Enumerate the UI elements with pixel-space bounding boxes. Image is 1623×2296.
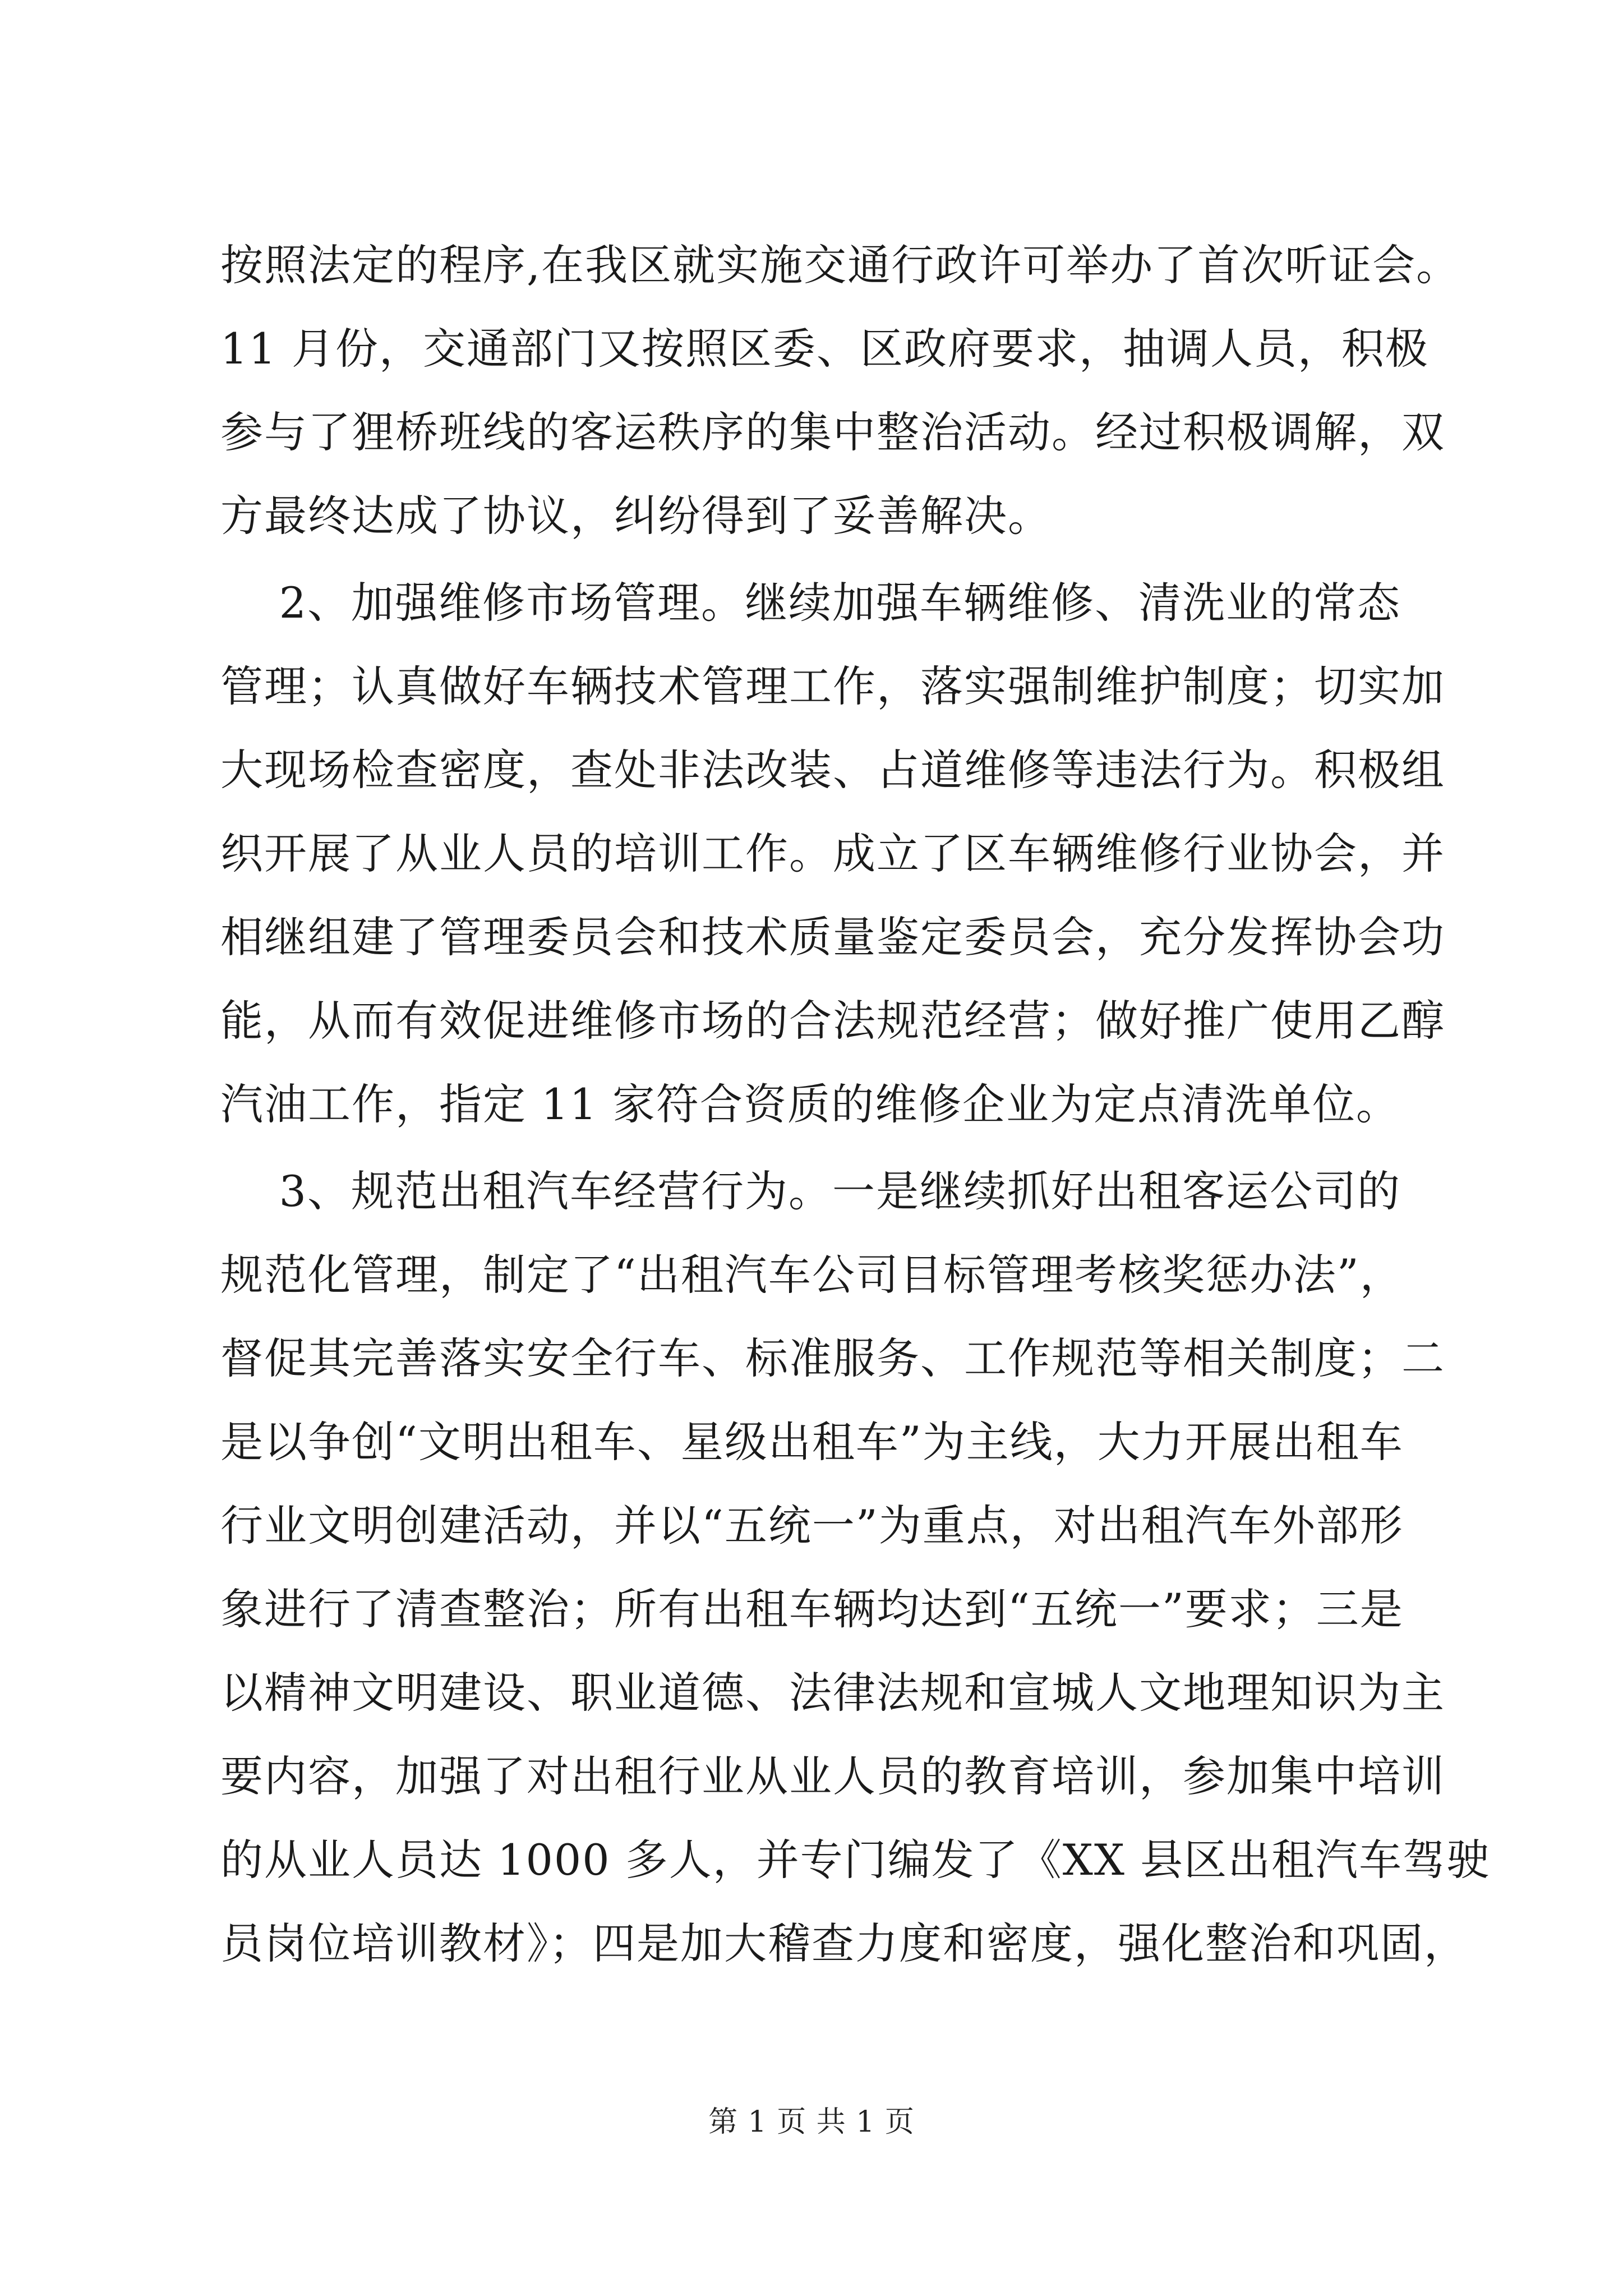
text-line: 方最终达成了协议，纠纷得到了妥善解决。 (220, 491, 1052, 541)
page-footer: 第 1 页 共 1 页 (708, 2105, 915, 2139)
document-body (220, 223, 1491, 1985)
text-line: 汽油工作，指定 11 家符合资质的维修企业为定点清洗单位。 (220, 1079, 1400, 1129)
paragraph-2-first-line: 2、加强维修市场管理。继续加强车辆维修、清洗业的常态 (220, 578, 1401, 628)
text-line: 的从业人员达 1000 多人，并专门编发了《XX 县区出租汽车驾驶 (220, 1835, 1491, 1885)
text-line: 11 月份，交通部门又按照区委、区政府要求，抽调人员，积极 (220, 324, 1429, 374)
text-line: 行业文明创建活动，并以“五统一”为重点，对出租汽车外部形 (220, 1501, 1404, 1550)
text-line: 相继组建了管理委员会和技术质量鉴定委员会，充分发挥协会功 (220, 912, 1445, 962)
text-line: 以精神文明建设、职业道德、法律法规和宣城人文地理知识为主 (220, 1668, 1445, 1718)
text-line: 大现场检查密度，查处非法改装、占道维修等违法行为。积极组 (220, 745, 1445, 795)
text-line: 参与了狸桥班线的客运秩序的集中整治活动。经过积极调解，双 (220, 407, 1445, 457)
text-line: 是以争创“文明出租车、星级出租车”为主线，大力开展出租车 (220, 1417, 1404, 1467)
text-line: 按照法定的程序,在我区就实施交通行政许可举办了首次听证会。 (220, 240, 1460, 290)
text-line: 督促其完善落实安全行车、标准服务、工作规范等相关制度；二 (220, 1333, 1445, 1383)
text-line: 象进行了清查整治；所有出租车辆均达到“五统一”要求；三是 (220, 1584, 1404, 1634)
text-line: 管理；认真做好车辆技术管理工作，落实强制维护制度；切实加 (220, 661, 1445, 711)
text-line: 员岗位培训教材》；四是加大稽查力度和密度，强化整治和巩固， (220, 1918, 1468, 1968)
text-line: 织开展了从业人员的培训工作。成立了区车辆维修行业协会，并 (220, 829, 1445, 878)
text-line: 规范化管理，制定了“出租汽车公司目标管理考核奖惩办法”， (220, 1250, 1404, 1300)
paragraph-3-first-line: 3、规范出租汽车经营行为。一是继续抓好出租客运公司的 (220, 1166, 1401, 1216)
text-line: 能，从而有效促进维修市场的合法规范经营；做好推广使用乙醇 (220, 996, 1445, 1046)
text-line: 要内容，加强了对出租行业从业人员的教育培训，参加集中培训 (220, 1751, 1445, 1801)
